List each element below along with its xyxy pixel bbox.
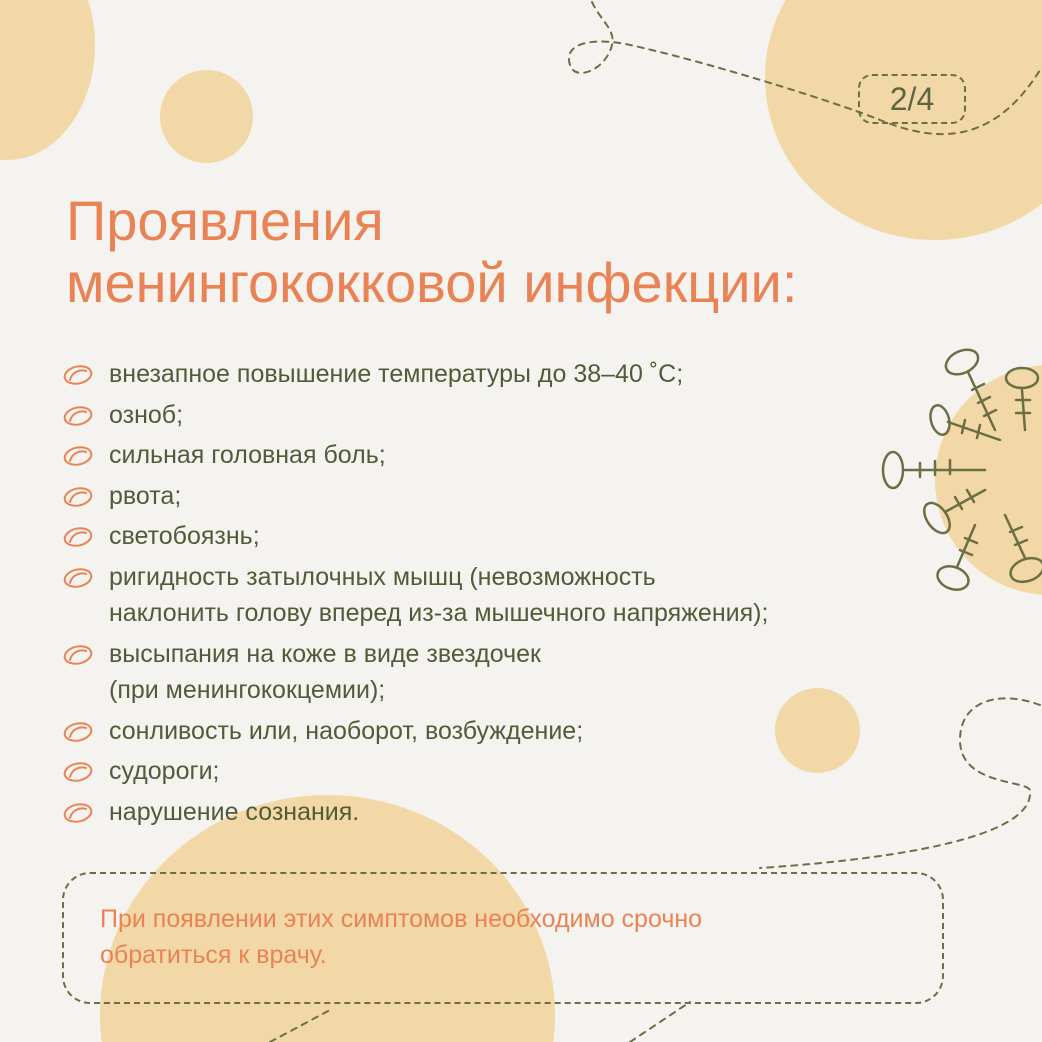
decor-circle-small-top (160, 70, 253, 163)
symptom-text: светобоязнь; (109, 522, 260, 550)
oval-leaf-icon (62, 721, 94, 743)
dashed-path-bottom-right (630, 1002, 690, 1042)
page-counter-text: 2/4 (889, 80, 935, 117)
oval-leaf-icon (62, 802, 94, 824)
list-item (62, 713, 942, 750)
symptom-text-continued: наклонить голову вперед из-за мышечного напряжения); (109, 599, 769, 627)
symptom-text: озноб; (109, 400, 184, 429)
symptom-list (62, 356, 942, 834)
oval-leaf-icon (62, 567, 94, 589)
title-line-2: менингококковой инфекции: (66, 251, 798, 314)
symptom-text: нарушение сознания. (109, 797, 360, 826)
page-title (66, 190, 797, 314)
list-item (62, 636, 942, 709)
notice-text (100, 901, 900, 973)
list-item (62, 478, 942, 515)
list-item (62, 753, 942, 790)
list-item (62, 356, 942, 393)
list-item (62, 437, 942, 474)
oval-leaf-icon (62, 526, 94, 548)
oval-leaf-icon (62, 364, 94, 386)
title-line-1: Проявления (66, 189, 384, 252)
page-counter (858, 74, 966, 124)
oval-leaf-icon (62, 445, 94, 467)
symptom-text-continued: (при менингококцемии); (109, 676, 386, 704)
oval-leaf-icon (62, 761, 94, 783)
oval-leaf-icon (62, 486, 94, 508)
notice-line-1: При появлении этих симптомов необходимо срочно (100, 905, 703, 933)
decor-circle-top-left (0, 0, 95, 160)
symptom-text: внезапное повышение температуры до 38–40 ˚С; (109, 360, 684, 388)
list-item (62, 794, 942, 831)
oval-leaf-icon (62, 405, 94, 427)
list-item (62, 559, 942, 632)
list-item (62, 397, 942, 434)
symptom-text: сильная головная боль; (109, 441, 386, 469)
symptom-text: высыпания на коже в виде звездочек (109, 639, 541, 668)
decor-circle-virus-right (935, 365, 1042, 595)
symptom-text: рвота; (109, 481, 182, 510)
symptom-text: судороги; (109, 757, 220, 785)
oval-leaf-icon (62, 644, 94, 666)
notice-box (62, 872, 944, 1004)
symptom-text: сонливость или, наоборот, возбуждение; (109, 716, 584, 745)
list-item (62, 518, 942, 555)
symptom-text: ригидность затылочных мышц (невозможность (109, 562, 656, 591)
notice-line-2: обратиться к врачу. (100, 941, 327, 969)
